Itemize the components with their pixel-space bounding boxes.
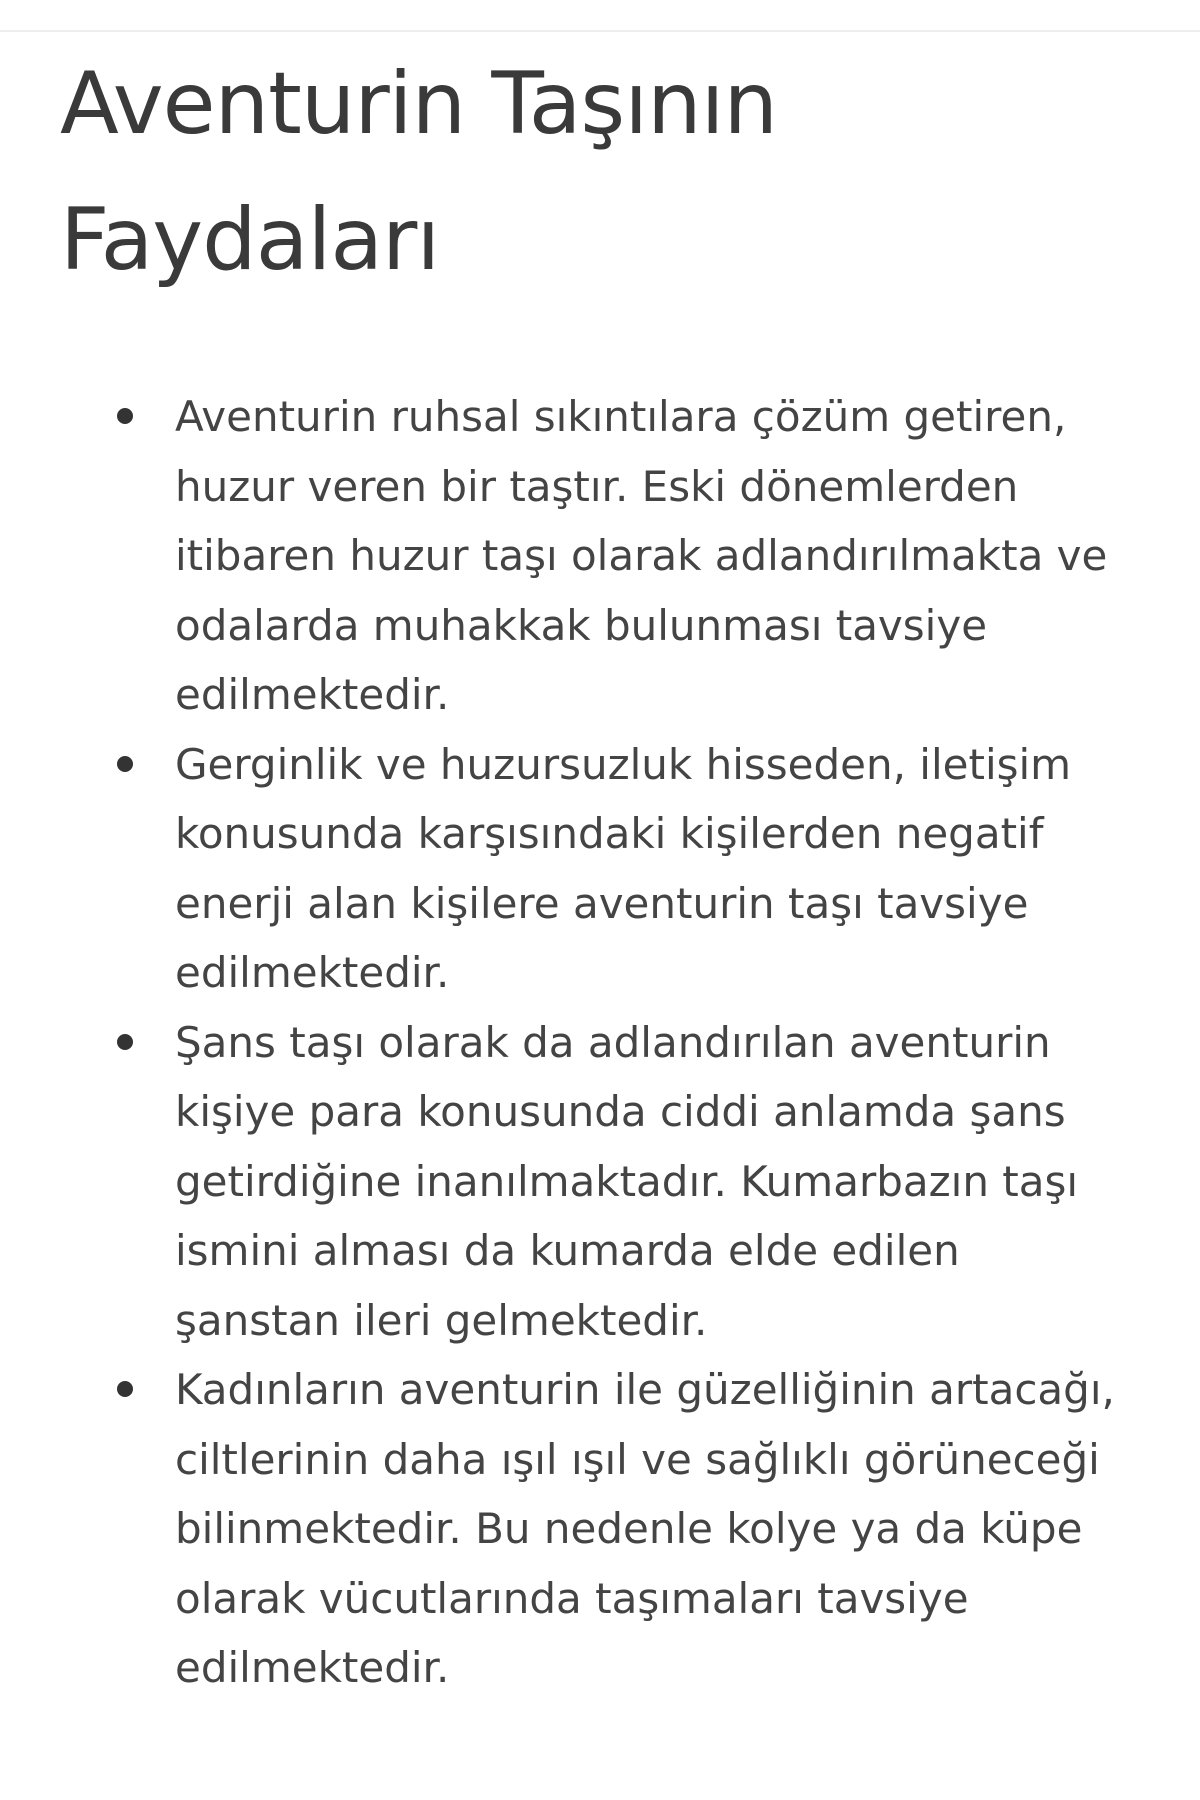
top-divider [0, 30, 1200, 32]
page-title: Aventurin Taşının Faydaları [60, 54, 778, 290]
list-item [60, 382, 1125, 730]
list-item [60, 1355, 1125, 1703]
list-item-text: Aventurin ruhsal sıkıntılara çözüm getiren, huzur veren bir taştır. Eski dönemlerden itibaren huzur taşı olarak adlandırılmakta ve odalarda muhakkak bulunması tavsiye edilmektedir. [175, 392, 1108, 719]
benefits-list [60, 382, 1140, 1703]
bullet-icon [117, 1034, 133, 1050]
bullet-icon [117, 408, 133, 424]
bullet-icon [117, 756, 133, 772]
list-item [60, 1008, 1125, 1356]
article-content [60, 36, 1140, 1692]
list-item-text: Gerginlik ve huzursuzluk hisseden, iletişim konusunda karşısındaki kişilerden negatif enerji alan kişilere aventurin taşı tavsiye edilmektedir. [175, 739, 1072, 997]
list-item-text: Şans taşı olarak da adlandırılan aventurin kişiye para konusunda ciddi anlamda şans getirdiğine inanılmaktadır. Kumarbazın taşı ismini alması da kumarda elde edilen şanstan ileri gelmektedir. [175, 1017, 1079, 1345]
list-item [60, 730, 1125, 1008]
bullet-icon [117, 1381, 133, 1397]
list-item-text: Kadınların aventurin ile güzelliğinin artacağı, ciltlerinin daha ışıl ışıl ve sağlıklı görüneceği bilinmektedir. Bu nedenle kolye ya da küpe olarak vücutlarında taşımaları tavsiye edilmektedir. [175, 1365, 1115, 1692]
